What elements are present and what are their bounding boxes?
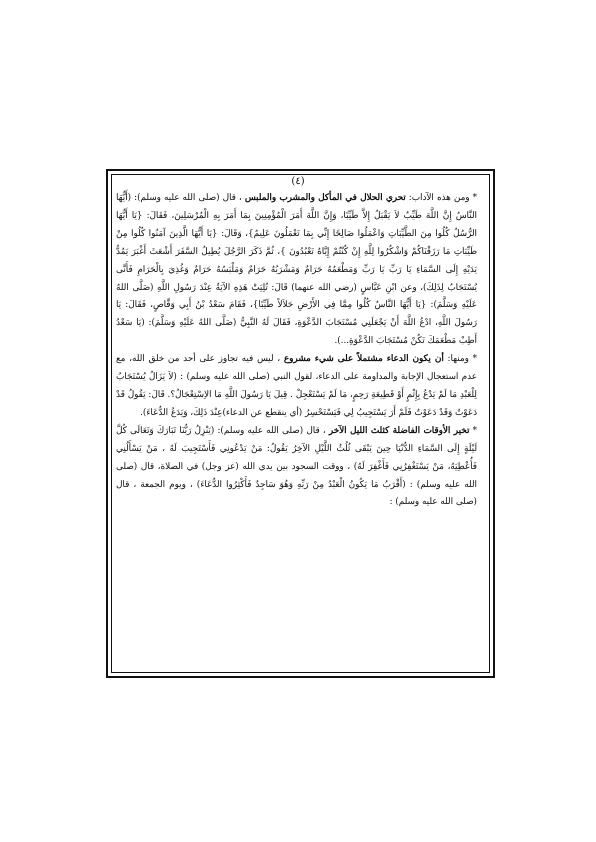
hadith-quote: (أَقْرَبُ مَا يَكُونُ الْعَبْدُ مِنْ رَبِّهِ وَهُوَ سَاجِدٌ فَأَكْثِرُوا الدُّعَاءَ) <box>196 479 406 490</box>
main-text <box>116 190 485 512</box>
paragraph-halal <box>116 190 485 351</box>
body-text: ، قال (صلى الله عليه وسلم): <box>214 425 329 436</box>
body-text: ، ليس فيه تجاوز على أحد من خلق الله، مع عدم استعجال الإجابة والمداومة على الدعاء، لقول النبي (صلى الله عليه وسلم) : <box>116 354 477 383</box>
paragraph-lead: * ومن هذه الآداب: <box>405 193 477 203</box>
body-text: . <box>334 336 338 347</box>
body-text: ، قال (صلى الله عليه وسلم): <box>131 193 245 203</box>
body-text: . <box>140 407 143 418</box>
hadith-quote: (يَنْزِلُ رَبُّنَا تَبَارَكَ وَتَعَالَى كُلَّ لَيْلَةٍ إِلَى السَّمَاءِ الدُّنْيَا حِينَ يَبْقَى ثُلُثُ اللَّيْلِ الآخِرُ يَقُولُ: مَنْ يَدْعُونِي فَأَسْتَجِيبَ لَهُ ، مَنْ يَسْأَلُنِي فَأُعْطِيَهُ، مَنْ يَسْتَغْفِرُنِي فَأَغْفِرَ لَهُ) <box>116 425 478 472</box>
paragraph-lead: * ومنها: <box>443 354 477 365</box>
section-heading: تحري الحلال في المأكل والمشرب والملبس <box>244 193 406 203</box>
section-heading: أن يكون الدعاء مشتملاً على شيء مشروع <box>283 354 444 365</box>
hadith-quote: (أَيُّهَا النَّاسُ إِنَّ اللَّهَ طَيِّبٌ لاَ يَقْبَلُ إِلاَّ طَيِّبًا، وَإِنَّ اللَّهَ أَمَرَ الْمُؤْمِنِينَ بِمَا أَمَرَ بِهِ الْمُرْسَلِينَ، فَقَالَ: {يَا أَيُّهَا الرُّسُلُ كُلُوا مِنَ الطَّيِّبَاتِ وَاعْمَلُوا صَالِحًا إِنِّي بِمَا تَعْمَلُونَ عَلِيمٌ}، وَقَالَ: {يَا أَيُّهَا الَّذِينَ آمَنُوا كُلُوا مِنْ طَيِّبَاتِ مَا رَزَقْنَاكُمْ وَاشْكُرُوا لِلَّهِ إِنْ كُنْتُمْ إِيَّاهُ تَعْبُدُونَ }، ثُمَّ ذَكَرَ الرَّجُلَ يُطِيلُ السَّفَرَ أَشْعَثَ أَغْبَرَ يَمُدُّ يَدَيْهِ إِلَى السَّمَاءِ يَا رَبِّ يَا رَبِّ وَمَطْعَمُهُ حَرَامٌ وَمَشْرَبُهُ حَرَامٌ وَمَلْبَسُهُ حَرَامٌ وَغُذِيَ بِالْحَرَامِ فَأَنَّى يُسْتَجَابُ لِذَلِكَ) <box>116 193 477 293</box>
paragraph-lead: * <box>469 425 477 436</box>
body-text: ، ويوم الجمعة ، قال (صلى الله عليه وسلم) : <box>116 479 477 508</box>
hadith-quote: {يَا أَيُّهَا النَّاسُ كُلُوا مِمَّا فِي الأَرْضِ حَلاَلاً طَيِّبًا}، فَقَامَ سَعْدُ بْنُ أَبِي وَقَّاصٍ، فَقَالَ: يَا رَسُولَ اللَّهِ، ادْعُ اللَّهَ أَنْ يَجْعَلَنِي مُسْتَجَابَ الدَّعْوَةِ، فَقَالَ لَهُ النَّبِيُّ (صَلَّى اللهُ عَلَيْهِ وَسَلَّمَ): (يَا سَعْدُ أَطِبْ مَطْعَمَكَ تَكُنْ مُسْتَجَابَ الدَّعْوَةِ...) <box>116 300 477 347</box>
page-number: (٤) <box>291 176 305 187</box>
hadith-quote: (لاَ يَزَالُ يُسْتَجَابُ لِلْعَبْدِ مَا لَمْ يَدْعُ بِإِثْمٍ أَوْ قَطِيعَةِ رَحِمٍ، مَا لَمْ يَسْتَعْجِلْ . قِيلَ يَا رَسُولَ اللَّهِ مَا الاِسْتِعْجَالُ؟. قَالَ: يَقُولُ قَدْ دَعَوْتُ وَقَدْ دَعَوْتُ فَلَمْ أَرَ يَسْتَجِيبُ لِي فَيَسْتَحْسِرُ <box>116 372 477 418</box>
body-text: (أي ينقطع عن الدعاء) <box>222 407 306 418</box>
paragraph-lawful-supplication <box>116 351 485 423</box>
section-heading: تخير الأوقات الفاضلة كثلث الليل الآخر <box>328 425 470 436</box>
body-text: ، وعن ابْنِ عَبَّاسٍ (رضي الله عنهما) قَالَ: تُلِيَتْ هَذِهِ الآيَةُ عِنْدَ رَسُولِ اللَّهِ (صَلَّى اللهُ عَلَيْهِ وَسَلَّمَ): <box>116 282 477 311</box>
body-text: ، ووقت السجود بين يدي الله (عز وجل) في الصلاة، قال (صلى الله عليه وسلم) : <box>116 461 477 490</box>
hadith-quote: عِنْدَ ذَلِكَ، وَيَدَعُ الدُّعَاءَ) <box>142 407 223 418</box>
paragraph-virtuous-times <box>116 423 485 513</box>
